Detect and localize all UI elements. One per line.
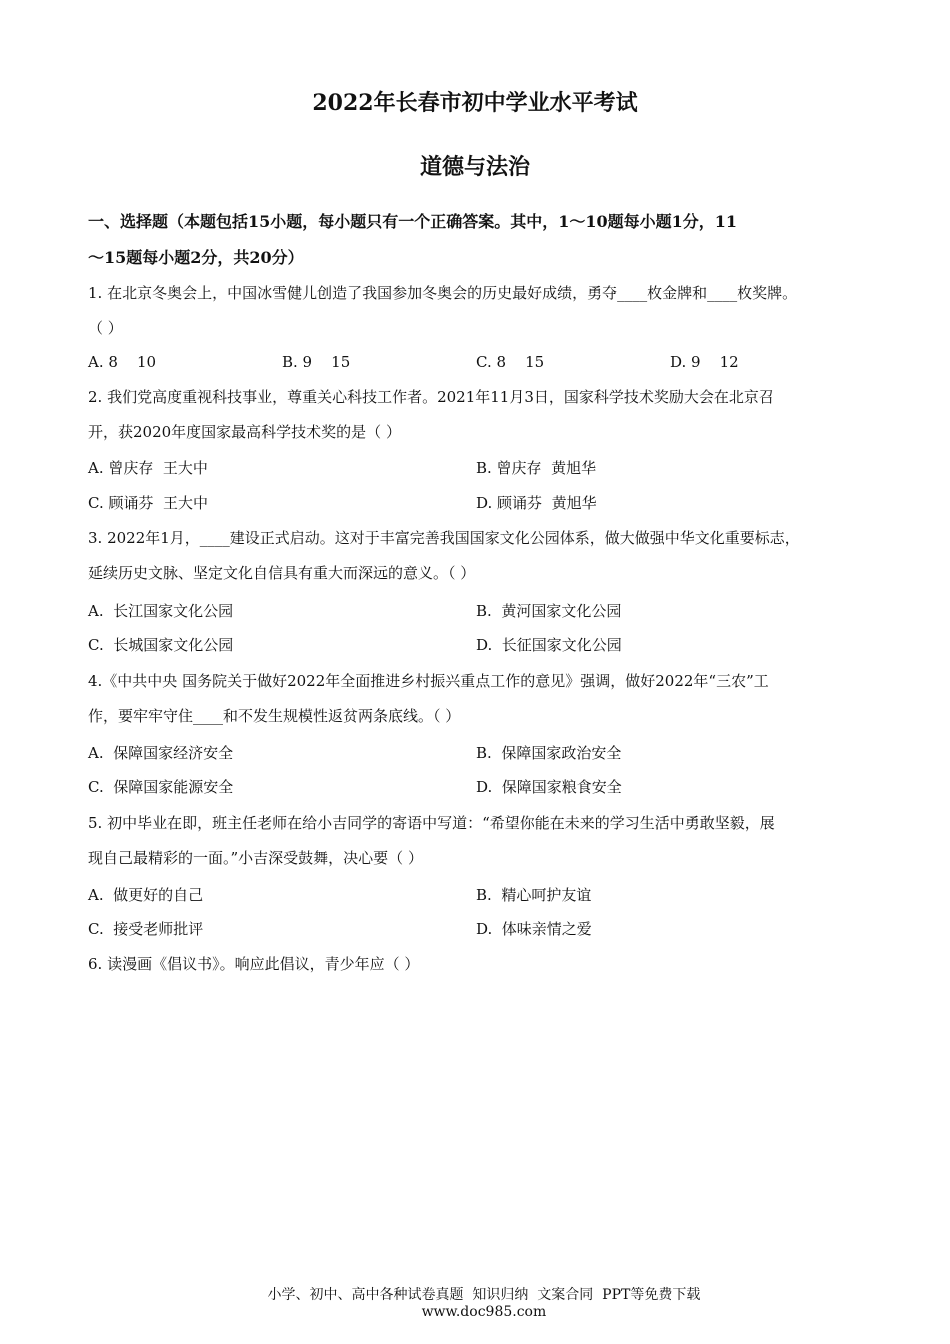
option-d[interactable]: D. 长征国家文化公园 — [476, 636, 622, 654]
option-c[interactable]: C. 接受老师批评 — [88, 920, 204, 938]
question-2-options-row2 — [88, 486, 878, 520]
question-4-options-row2 — [88, 770, 878, 804]
option-c[interactable]: C. 保障国家能源安全 — [88, 778, 234, 796]
question-text: 作，要牢牢守住____和不发生规模性返贫两条底线。（ ） — [88, 707, 461, 725]
option-d[interactable]: D. 顾诵芬 黄旭华 — [476, 494, 597, 512]
option-d[interactable]: D. 体味亲情之爱 — [476, 920, 592, 938]
option-b[interactable]: B. 9 15 — [282, 353, 351, 371]
option-b[interactable]: B. 曾庆存 黄旭华 — [476, 459, 597, 477]
option-b[interactable]: B. 保障国家政治安全 — [476, 744, 622, 762]
question-1 — [88, 276, 878, 346]
question-5-options-row1 — [88, 878, 878, 912]
question-text: 3. 2022年1月，____建设正式启动。这对于丰富完善我国国家文化公园体系，做大做强中华文化重要标志， — [88, 529, 800, 547]
question-text: 6. 读漫画《倡议书》。响应此倡议，青少年应（ ） — [88, 955, 420, 973]
question-1-options — [88, 345, 878, 379]
section-heading-line: 一、选择题（本题包括15小题，每小题只有一个正确答案。其中，1～10题每小题1分，11 — [88, 212, 738, 231]
question-text: 现自己最精彩的一面。”小吉深受鼓舞，决心要（ ） — [88, 849, 423, 867]
question-3-options-row1 — [88, 594, 878, 628]
question-2 — [88, 380, 878, 450]
option-c[interactable]: C. 顾诵芬 王大中 — [88, 494, 209, 512]
section-heading — [88, 204, 868, 276]
exam-title: 2022年长春市初中学业水平考试 — [312, 90, 638, 116]
question-text: （ ） — [88, 319, 123, 337]
question-text: 延续历史文脉、坚定文化自信具有重大而深远的意义。（ ） — [88, 564, 476, 582]
question-text: 4.《中共中央 国务院关于做好2022年全面推进乡村振兴重点工作的意见》强调，做好2022年“三农”工 — [88, 672, 769, 690]
footer-text: 小学、初中、高中各种试卷真题 知识归纳 文案合同 PPT等免费下载 — [267, 1287, 701, 1303]
option-a[interactable]: A. 曾庆存 王大中 — [88, 459, 208, 477]
question-text: 开，获2020年度国家最高科学技术奖的是（ ） — [88, 423, 401, 441]
option-a[interactable]: A. 做更好的自己 — [88, 886, 204, 904]
subject-title: 道德与法治 — [419, 154, 530, 180]
option-a[interactable]: A. 保障国家经济安全 — [88, 744, 234, 762]
option-b[interactable]: B. 精心呵护友谊 — [476, 886, 592, 904]
question-5-options-row2 — [88, 912, 878, 946]
question-text: 5. 初中毕业在即，班主任老师在给小吉同学的寄语中写道：“希望你能在未来的学习生活中勇敢坚毅，展 — [88, 814, 775, 832]
question-text: 2. 我们党高度重视科技事业，尊重关心科技工作者。2021年11月3日，国家科学技术奖励大会在北京召 — [88, 388, 774, 406]
question-3-options-row2 — [88, 628, 878, 662]
option-d[interactable]: D. 9 12 — [670, 353, 739, 371]
option-b[interactable]: B. 黄河国家文化公园 — [476, 602, 622, 620]
footer-link[interactable]: www.doc985.com — [421, 1304, 547, 1320]
question-2-options-row1 — [88, 451, 878, 485]
option-c[interactable]: C. 8 15 — [476, 353, 545, 371]
question-4-options-row1 — [88, 736, 878, 770]
section-heading-line: ～15题每小题2分，共20分） — [88, 248, 304, 267]
page-footer — [0, 1268, 950, 1336]
option-c[interactable]: C. 长城国家文化公园 — [88, 636, 234, 654]
option-a[interactable]: A. 长江国家文化公园 — [88, 602, 234, 620]
option-d[interactable]: D. 保障国家粮食安全 — [476, 778, 622, 796]
question-text: 1. 在北京冬奥会上，中国冰雪健儿创造了我国参加冬奥会的历史最好成绩，勇夺____枚金牌和____枚奖牌。 — [88, 284, 798, 302]
question-5 — [88, 806, 878, 876]
question-3 — [88, 521, 878, 591]
option-a[interactable]: A. 8 10 — [88, 353, 157, 371]
question-6 — [88, 947, 878, 982]
question-4 — [88, 664, 878, 734]
